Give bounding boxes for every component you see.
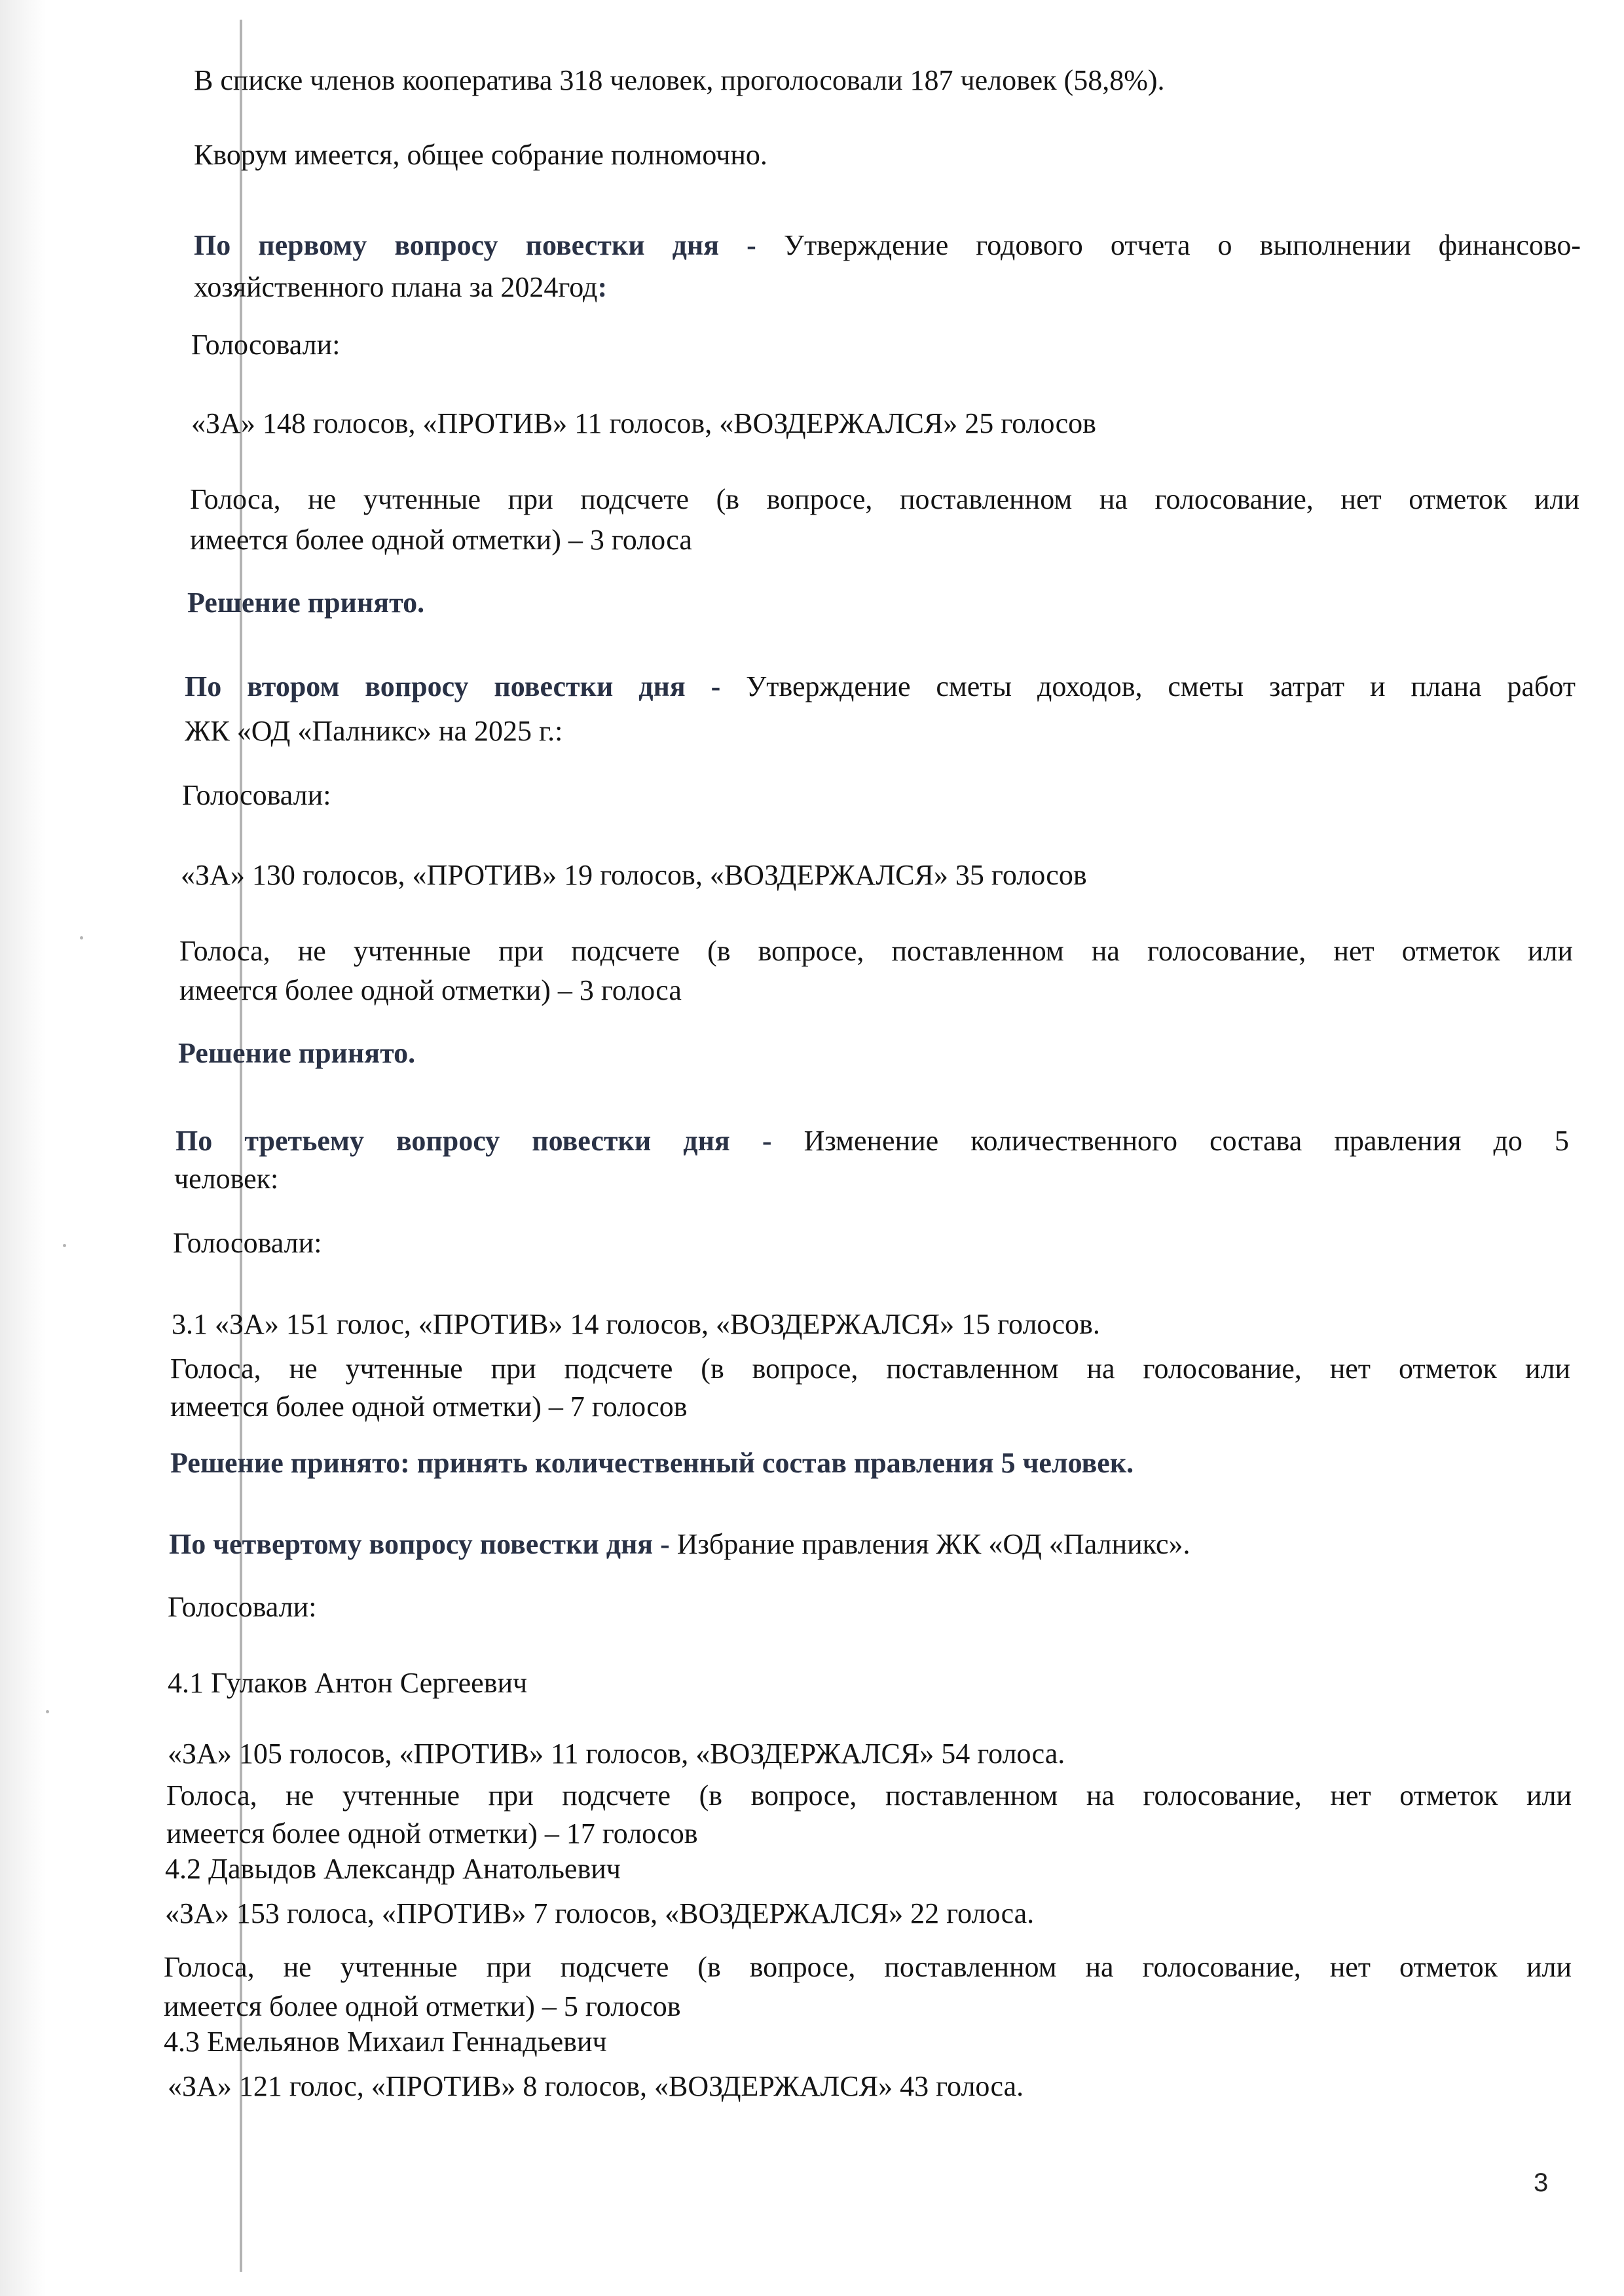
q3-title-part1: Изменение количественного состава правления до 5 (803, 1125, 1570, 1157)
q2-heading-line1 (185, 670, 1576, 703)
q4-voted-label: Голосовали: (168, 1591, 317, 1623)
q3-uncounted-line1: Голоса, не учтенные при подсчете (в вопросе, поставленном на голосование, нет отметок или (170, 1353, 1570, 1385)
scan-speck (63, 1244, 66, 1247)
q4-heading (169, 1528, 1190, 1561)
candidate-1-uncounted-line1: Голоса, не учтенные при подсчете (в вопросе, поставленном на голосование, нет отметок или (166, 1779, 1572, 1812)
q1-voted-label: Голосовали: (191, 329, 341, 361)
q3-voted-label: Голосовали: (173, 1227, 322, 1259)
q1-heading-line2: хозяйственного плана за 2024год: (194, 271, 608, 303)
candidate-3-votes: «ЗА» 121 голос, «ПРОТИВ» 8 голосов, «ВОЗДЕРЖАЛСЯ» 43 голоса. (168, 2070, 1024, 2102)
q2-voted-label: Голосовали: (182, 779, 331, 811)
q3-uncounted-line2: имеется более одной отметки) – 7 голосов (170, 1391, 688, 1423)
q2-lead: По втором вопросу повестки дня - (185, 670, 721, 702)
q3-heading-line2: человек: (174, 1163, 279, 1195)
q3-lead: По третьему вопросу повестки дня - (175, 1125, 772, 1157)
candidate-2-name: 4.2 Давыдов Александр Анатольевич (165, 1853, 621, 1885)
candidate-1-uncounted-line2: имеется более одной отметки) – 17 голосов (166, 1817, 698, 1850)
candidate-2-uncounted-line2: имеется более одной отметки) – 5 голосов (164, 1990, 681, 2022)
q1-lead: По первому вопросу повестки дня - (194, 229, 756, 261)
candidate-1-votes: «ЗА» 105 голосов, «ПРОТИВ» 11 голосов, «ВОЗДЕРЖАЛСЯ» 54 голоса. (168, 1738, 1065, 1770)
q1-uncounted-line1: Голоса, не учтенные при подсчете (в вопросе, поставленном на голосование, нет отметок или (190, 483, 1579, 515)
q2-decision: Решение принято. (178, 1037, 416, 1069)
page-number: 3 (1534, 2168, 1549, 2197)
q2-uncounted-line1: Голоса, не учтенные при подсчете (в вопросе, поставленном на голосование, нет отметок или (179, 935, 1573, 967)
candidate-1-name: 4.1 Гулаков Антон Сергеевич (168, 1667, 528, 1699)
q4-lead: По четвертому вопросу повестки дня - (169, 1528, 670, 1560)
scan-edge-shadow (0, 0, 46, 2296)
q2-uncounted-line2: имеется более одной отметки) – 3 голоса (179, 974, 682, 1006)
q3-votes: 3.1 «ЗА» 151 голос, «ПРОТИВ» 14 голосов, «ВОЗДЕРЖАЛСЯ» 15 голосов. (172, 1308, 1100, 1340)
q2-heading-line2: ЖК «ОД «Палникс» на 2025 г.: (185, 715, 563, 747)
q1-title-part2: хозяйственного плана за 2024год (194, 271, 598, 303)
scan-speck (46, 1710, 49, 1713)
q2-title-part1: Утверждение сметы доходов, сметы затрат и плана работ (746, 670, 1576, 702)
candidate-2-uncounted-line1: Голоса, не учтенные при подсчете (в вопросе, поставленном на голосование, нет отметок или (164, 1951, 1572, 1983)
quorum-line: Кворум имеется, общее собрание полномочно. (194, 139, 767, 171)
scan-speck (80, 936, 83, 939)
q3-heading-line1 (175, 1125, 1569, 1157)
q2-votes: «ЗА» 130 голосов, «ПРОТИВ» 19 голосов, «ВОЗДЕРЖАЛСЯ» 35 голосов (181, 859, 1087, 891)
members-count-line: В списке членов кооператива 318 человек, проголосовали 187 человек (58,8%). (194, 64, 1165, 96)
q1-votes: «ЗА» 148 голосов, «ПРОТИВ» 11 голосов, «ВОЗДЕРЖАЛСЯ» 25 голосов (191, 407, 1096, 439)
q1-title-part1: Утверждение годового отчета о выполнении финансово- (783, 229, 1581, 261)
candidate-3-name: 4.3 Емельянов Михаил Геннадьевич (164, 2026, 607, 2058)
q3-decision: Решение принято: принять количественный состав правления 5 человек. (170, 1447, 1134, 1479)
q1-decision: Решение принято. (187, 587, 425, 619)
q1-heading-line1 (194, 229, 1581, 262)
candidate-2-votes: «ЗА» 153 голоса, «ПРОТИВ» 7 голосов, «ВОЗДЕРЖАЛСЯ» 22 голоса. (165, 1897, 1035, 1929)
q1-uncounted-line2: имеется более одной отметки) – 3 голоса (190, 524, 692, 556)
q4-title: Избрание правления ЖК «ОД «Палникс». (676, 1528, 1190, 1560)
